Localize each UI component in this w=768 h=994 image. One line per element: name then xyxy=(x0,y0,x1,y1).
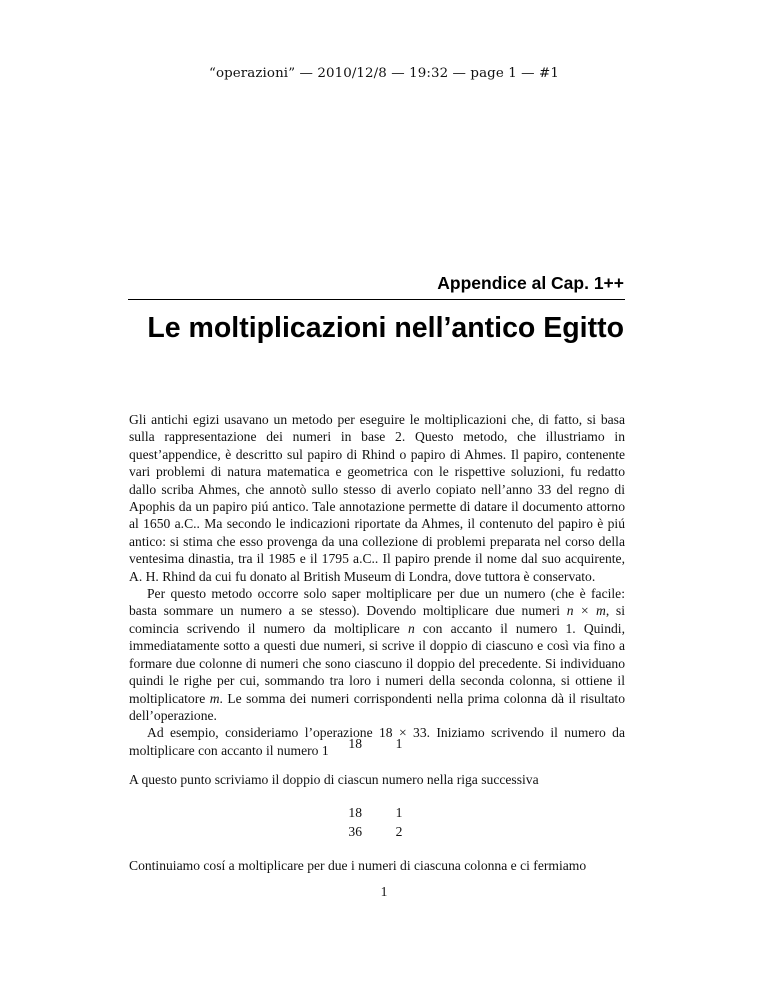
table-cell-right: 1 xyxy=(395,805,403,820)
page-number: 1 xyxy=(380,884,388,899)
paragraph-continue: Continuiamo cosí a moltiplicare per due i numeri di ciascuna colonna e ci fermiamo xyxy=(129,858,587,873)
table-cell-left: 36 xyxy=(348,824,362,839)
table-cell-left: 18 xyxy=(348,736,362,751)
number-table-2 xyxy=(0,805,768,843)
table-cell-right: 1 xyxy=(395,736,403,751)
method-text-a: Per questo metodo occorre solo saper moltiplicare per due un numero (che è facile: basta sommare un numero a se stesso). Dovendo moltiplicare due numeri xyxy=(129,586,625,619)
method-text-c: con accanto il numero 1. Quindi, immediatamente sotto a questi due numeri, si scrive il doppio di ciascuno e così via fino a formare due colonne di numeri che sono ciascuno il doppio del precedente. Si individuano quindi le righe per cui, sommando tra loro i numeri della seconda colonna, si ottiene il moltiplicatore xyxy=(129,620,625,706)
body-text xyxy=(129,411,625,759)
method-text-b: , si comincia scrivendo il numero da moltiplicare xyxy=(129,603,625,636)
math-m: m xyxy=(209,690,220,706)
paragraph-double: A questo punto scriviamo il doppio di ciascun numero nella riga successiva xyxy=(129,772,539,787)
number-table-1 xyxy=(0,736,768,755)
method-text-d: . Le somma dei numeri corrispondenti nella prima colonna dà il risultato dell’operazione. xyxy=(129,690,625,723)
appendix-label: Appendice al Cap. 1++ xyxy=(437,273,624,293)
running-header: “operazioni” — 2010/12/8 — 19:32 — page 1 — #1 xyxy=(209,66,559,81)
paragraph-method xyxy=(129,585,625,724)
table-row xyxy=(0,805,768,824)
paragraph-example: Ad esempio, consideriamo l’operazione 18 × 33. Iniziamo scrivendo il numero da moltiplicare con accanto il numero 1 xyxy=(129,725,625,758)
paragraph-intro: Gli antichi egizi usavano un metodo per eseguire le moltiplicazioni che, di fatto, si basa sulla rappresentazione dei numeri in base 2. Questo metodo, che illustriamo in quest’appendice, è descritto sul papiro di Rhind o papiro di Ahmes. Il papiro, contenente vari problemi di natura matematica e geometrica con le rispettive soluzioni, fu redatto dallo scriba Ahmes, che annotò sullo stesso di averlo copiato nell’anno 33 del regno di Apophis da un papiro piú antico. Tale annotazione permette di datare il documento attorno al 1650 a.C.. Ma secondo le indicazioni riportate da Ahmes, il contenuto del papiro è piú antico: si stima che esso provenga da una collezione di problemi preparata nel corso della ventesima dinastia, tra il 1985 e il 1795 a.C.. Il papiro prende il nome dal suo acquirente, A. H. Rhind da cui fu donato al British Museum di Londra, dove tuttora è conservato. xyxy=(129,412,625,584)
title-rule xyxy=(128,299,625,300)
math-n: n xyxy=(407,620,415,636)
table-row xyxy=(0,736,768,755)
table-cell-right: 2 xyxy=(395,824,403,839)
math-n-times-m: n × m xyxy=(566,603,606,619)
chapter-title: Le moltiplicazioni nell’antico Egitto xyxy=(147,312,624,344)
table-row xyxy=(0,824,768,843)
table-cell-left: 18 xyxy=(348,805,362,820)
